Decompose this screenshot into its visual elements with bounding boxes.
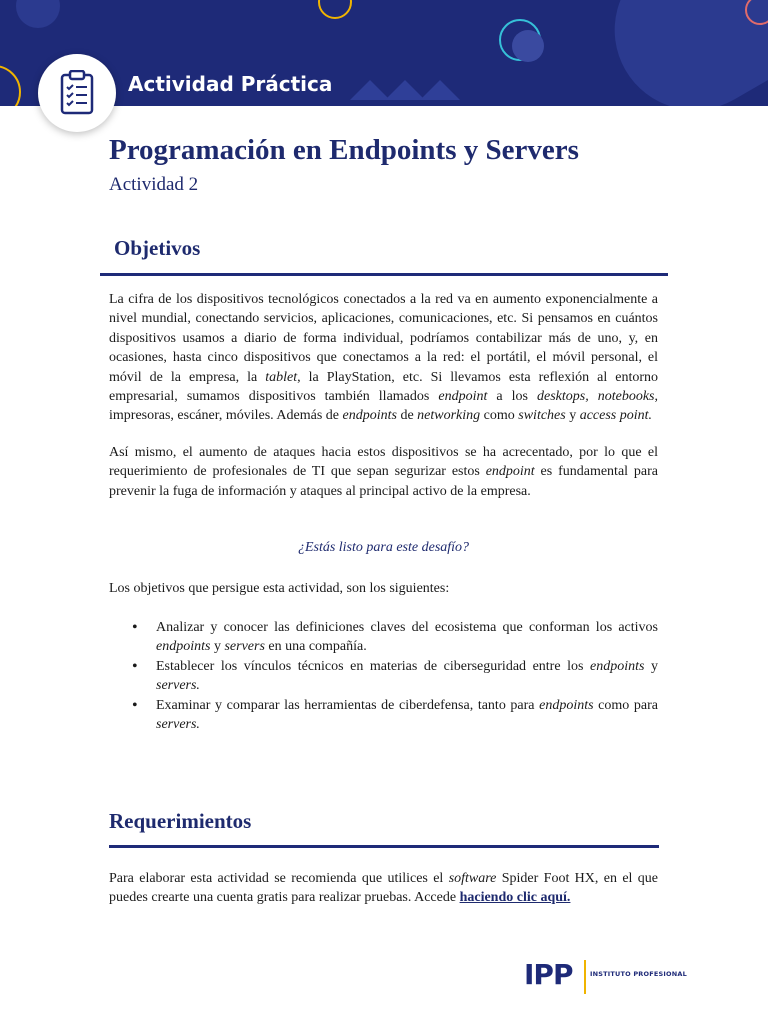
spiderfoot-link[interactable]: haciendo clic aquí.: [459, 890, 571, 906]
italic-term: networking: [417, 408, 481, 424]
activity-badge: [38, 54, 116, 132]
italic-term: endpoints: [539, 697, 594, 713]
logo-divider: [584, 960, 586, 994]
italic-term: servers.: [156, 717, 200, 733]
italic-term: endpoints: [156, 639, 211, 655]
italic-term: endpoints: [590, 658, 645, 674]
logo-mark: IPP: [524, 958, 573, 991]
italic-term: software: [448, 871, 497, 886]
requerimientos-paragraph: [109, 869, 658, 908]
requerimientos-heading: Requerimientos: [109, 809, 252, 833]
italic-term: switches: [518, 408, 566, 424]
requerimientos-rule: [109, 845, 659, 848]
document-subtitle: Actividad 2: [109, 174, 199, 195]
italic-term: servers.: [156, 678, 200, 694]
italic-term: endpoint: [438, 389, 488, 405]
italic-term: endpoint: [485, 464, 535, 480]
italic-term: endpoints: [342, 408, 397, 424]
list-item: • Analizar y conocer las definiciones claves del ecosistema que conforman los activos endpoints y servers en una compañía.: [132, 618, 658, 657]
ipp-logo: [524, 956, 687, 1000]
italic-term: desktops, notebooks: [536, 389, 655, 405]
challenge-question: ¿Estás listo para este desafío?: [297, 540, 470, 555]
italic-term: access point.: [579, 408, 653, 424]
checklist-icon: [59, 70, 95, 116]
italic-term: servers: [224, 639, 265, 655]
italic-term: tablet: [265, 369, 298, 385]
banner-title: Actividad Práctica: [128, 72, 333, 96]
objetivos-paragraph-1: La cifra de los dispositivos tecnológicos conectados a la red va en aumento exponencialmente a nivel mundial, conectando servicios, aplicaciones, comunicaciones, etc. Si pensamos en cuántos dispositivos usamos a diario de forma individual, podríamos contabilizar más de uno, y, en ocasiones, hasta cinco dispositivos que conectamos a la red: el portátil, el móvil personal, el móvil de la empresa, la tablet, la PlayStation, etc. Si llevamos esta reflexión al entorno empresarial, sumamos dispositivos también llamados endpoint a los desktops, notebooks, impresoras, escáner, móviles. Además de endpoints de networking como switches y access point.: [109, 292, 658, 424]
objetivos-heading: Objetivos: [114, 236, 201, 260]
objetivos-rule: [100, 273, 668, 276]
logo-text: INSTITUTO PROFESIONAL: [590, 970, 687, 978]
list-item: • Examinar y comparar las herramientas de ciberdefensa, tanto para endpoints como para servers.: [132, 696, 658, 735]
objetivos-paragraph-2: Así mismo, el aumento de ataques hacia estos dispositivos se ha acrecentado, por lo que el requerimiento de profesionales de TI que sepan segurizar estos endpoint es fundamental para prevenir la fuga de información y ataques al principal activo de la empresa.: [109, 445, 658, 499]
list-item: • Establecer los vínculos técnicos en materias de ciberseguridad entre los endpoints y servers.: [132, 657, 658, 696]
objetivos-list: [132, 618, 658, 734]
document-title: Programación en Endpoints y Servers: [109, 134, 579, 166]
requerimientos-text: Para elaborar esta actividad se recomienda que utilices el software Spider Foot HX, en el que puedes crearte una cuenta gratis para realizar pruebas. Accede: [109, 871, 658, 906]
objetivos-intro: Los objetivos que persigue esta actividad, son los siguientes:: [109, 581, 450, 596]
